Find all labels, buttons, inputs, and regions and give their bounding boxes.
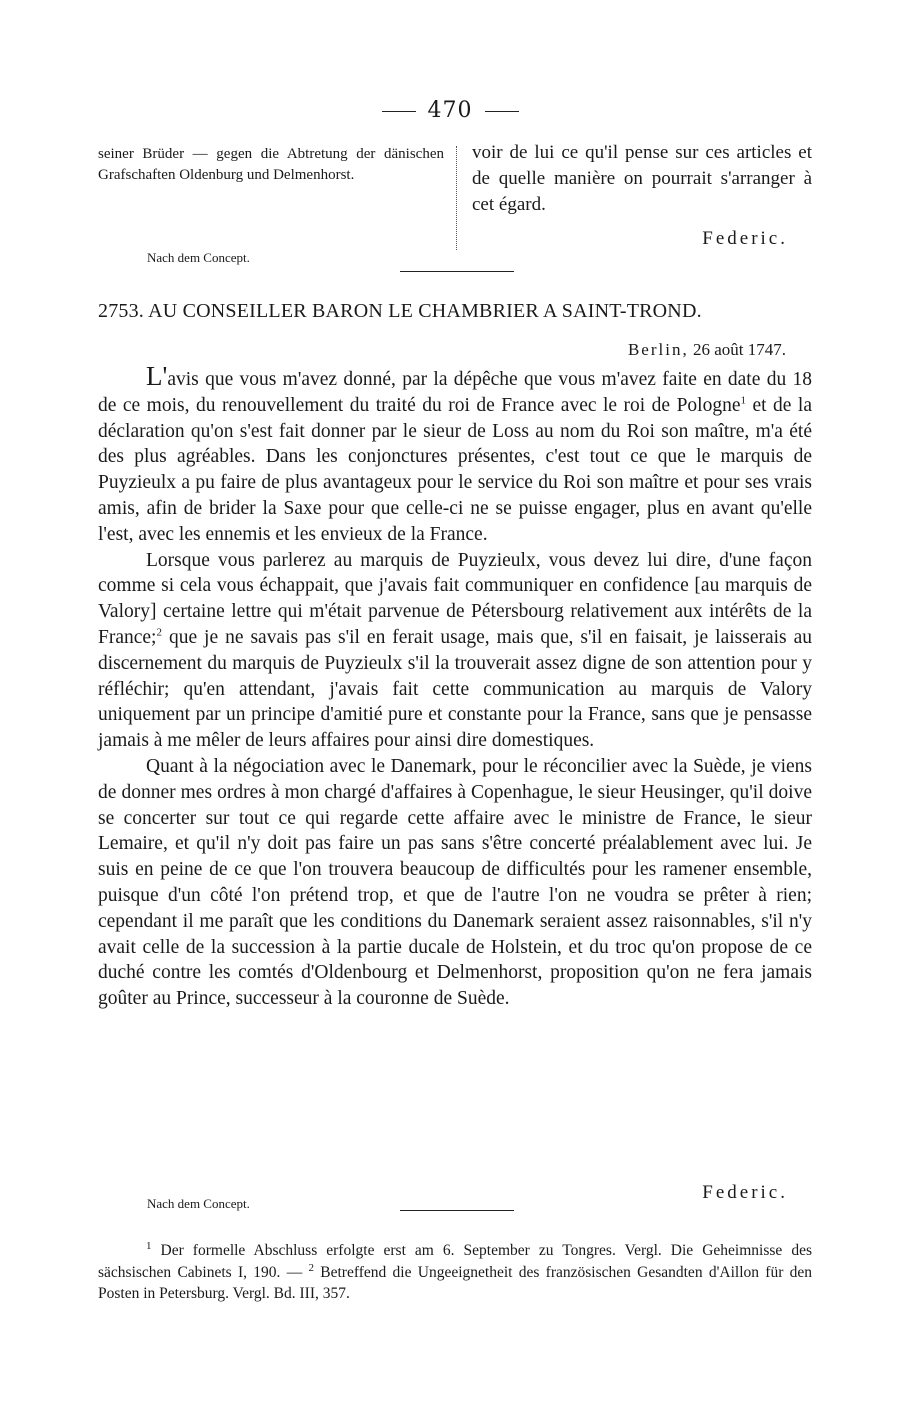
- footnote-marker: 2: [156, 626, 162, 639]
- letter-paragraph: Quant à la négociation avec le Danemark, pour le réconcilier avec la Suède, je viens de donner mes ordres à mon chargé d'affaires à Copenhague, le sieur Heusinger, qu'il doive se concerter sur tout ce qui regarde cette affaire avec le ministre de France, le sieur Lemaire, et qu'il n'y doit pas faire un pas sans s'être concerté préalablement avec lui. Je suis en peine de ce que l'on trouvera beaucoup de difficultés pour les ramener ensemble, puisque d'un côté l'on prétend trop, et que de l'autre l'on ne voudra se prêter à rien; cependant il me paraît que les conditions du Danemark seraient assez raisonnables, s'il n'y avait celle de la succession à la partie ducale de Holstein, et du troc qu'on propose de ce duché contre les comtés d'Oldenbourg et Delmenhorst, proposition qu'on ne fera jamais goûter au Prince, successeur à la couronne de Suède.: [98, 755, 812, 1010]
- letter-paragraph: [98, 548, 812, 754]
- letter-heading: 2753. AU CONSEILLER BARON LE CHAMBRIER A SAINT-TROND.: [98, 300, 702, 322]
- page-number-dash-right: [485, 111, 519, 112]
- paragraph-text: et de la déclaration qu'on s'est fait donner par le sieur de Loss au nom du Roi son maître, m'a été des plus agréables. Dans les conjonctures présentes, c'est tout ce que le marquis de Puyzieulx a pu faire de plus avantageux pour le service du Roi son maître et pour ses vrais amis, afin de brider la Saxe pour que celle-ci ne se puisse engager, plus en avant qu'elle l'est, avec les ennemis et les envieux de la France.: [98, 394, 812, 545]
- footnote-body: Betreffend die Ungeeignetheit des französischen Gesandten d'Aillon für den Posten in Petersburg. Vergl. Bd. III, 357.: [98, 1263, 813, 1302]
- previous-letter-source-note: Nach dem Concept.: [147, 250, 250, 265]
- dateline-date: 26 août 1747.: [692, 340, 786, 359]
- letter-signature: Federic.: [702, 1182, 788, 1203]
- paragraph-text: que je ne savais pas s'il en ferait usage, mais que, s'il en faisait, je laisserais au discernement du marquis de Puyzieulx s'il la trouverait assez digne de son attention pour y réfléchir; qu'en attendant, j'avais fait cette communication au marquis de Valory uniquement par un principe d'amitié pure et constante pour la France, sans que je pensasse jamais à me mêler de leurs affaires pour ainsi dire domestiques.: [98, 626, 812, 752]
- previous-letter-right-column: voir de lui ce qu'il pense sur ces articles et de quelle manière on pourrait s'arranger à cet égard.: [472, 142, 812, 215]
- section-rule-bottom: [400, 1210, 514, 1211]
- paragraph-text: Lorsque vous parlerez au marquis de Puyzieulx, vous devez lui dire, d'une façon comme si cela vous échappait, que j'avais fait communiquer en confidence [au marquis de Valory] certaine lettre qui m'était parvenue de Pétersbourg relativement aux intérêts de la France;: [98, 549, 812, 648]
- letter-dateline: [628, 340, 786, 360]
- footnote-marker: 1: [740, 394, 746, 407]
- footnote-number: 1: [146, 1239, 152, 1252]
- dateline-place: Berlin,: [627, 340, 689, 359]
- column-divider: [456, 146, 457, 250]
- previous-letter-left-column: seiner Brüder — gegen die Abtretung der dänischen Grafschaften Oldenburg und Delmenhorst.: [98, 146, 444, 183]
- previous-letter-signature: Federic.: [702, 228, 788, 249]
- footnote-text: [98, 1240, 812, 1305]
- page-number-dash-left: [382, 111, 416, 112]
- footnote-body: Der formelle Abschluss erfolgte erst am 6. September zu Tongres. Vergl. Die Geheimnisse des sächsischen Cabinets I, 190. —: [98, 1242, 812, 1281]
- page-number-value: 470: [427, 98, 473, 123]
- letter-body: [98, 361, 812, 1012]
- footnote-number: 2: [308, 1261, 314, 1274]
- paragraph-text: L'avis que vous m'avez donné, par la dépêche que vous m'avez faite en date du 18 de ce mois, du renouvellement du traité du roi de France avec le roi de Pologne: [98, 361, 812, 416]
- page-number: [0, 98, 900, 123]
- letter-source-note: Nach dem Concept.: [147, 1196, 250, 1211]
- footnotes: [98, 1240, 812, 1305]
- letter-paragraph: [98, 361, 812, 548]
- section-rule-top: [400, 271, 514, 272]
